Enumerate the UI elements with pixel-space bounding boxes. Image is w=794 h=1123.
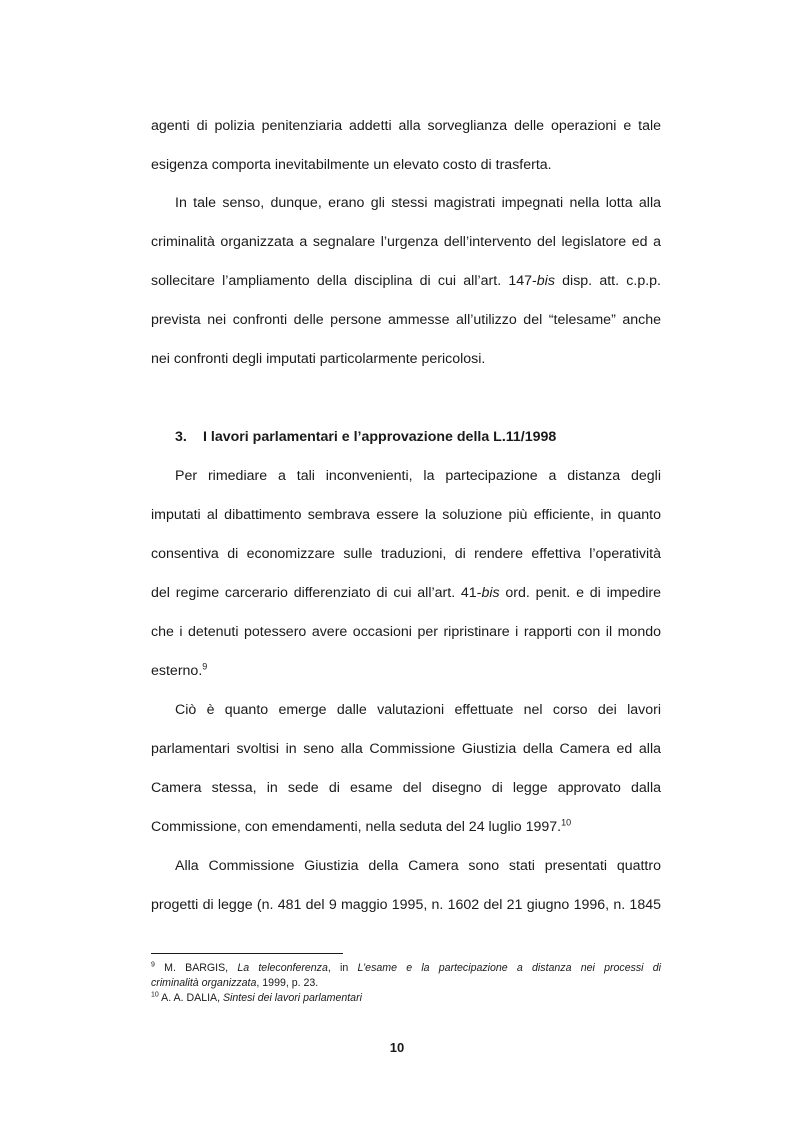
paragraph-4-line-2: parlamentari svoltisi in seno alla Commissione Giustizia della Camera ed alla xyxy=(151,741,661,757)
footnote-9-line-2: criminalità organizzata, 1999, p. 23. xyxy=(151,977,319,989)
footnote-ref-9[interactable]: 9 xyxy=(202,661,208,672)
paragraph-3-line-3: consentiva di economizzare sulle traduzioni, di rendere effettiva l’operatività xyxy=(151,546,661,562)
paragraph-2-line-5: nei confronti degli imputati particolarmente pericolosi. xyxy=(151,351,486,367)
paragraph-4-line-3: Camera stessa, in sede di esame del disegno di legge approvato dalla xyxy=(151,780,661,796)
paragraph-3-line-2: imputati al dibattimento sembrava essere la soluzione più efficiente, in quanto xyxy=(151,507,661,523)
paragraph-4-line-1: Ciò è quanto emerge dalle valutazioni effettuate nel corso dei lavori xyxy=(175,702,661,718)
footnote-ref-10[interactable]: 10 xyxy=(561,817,572,828)
section-heading xyxy=(175,427,661,447)
paragraph-3-line-1: Per rimediare a tali inconvenienti, la partecipazione a distanza degli xyxy=(175,468,661,484)
paragraph-3-line-6: esterno.$^9$ xyxy=(151,661,208,679)
paragraph-5-line-1: Alla Commissione Giustizia della Camera sono stati presentati quattro xyxy=(175,858,661,874)
paragraph-4-line-4: Commissione, con emendamenti, nella seduta del 24 luglio 1997.10 xyxy=(151,817,572,835)
paragraph-2-line-3: sollecitare l’ampliamento della disciplina di cui all’art. 147-bis disp. att. c.p.p. xyxy=(151,273,661,289)
paragraph-5-line-2: progetti di legge (n. 481 del 9 maggio 1995, n. 1602 del 21 giugno 1996, n. 1845 xyxy=(151,897,661,913)
footnote-10: $^{10}$ A. A. DALIA, Sintesi dei lavori parlamentari xyxy=(151,991,362,1004)
paragraph-3-line-5: che i detenuti potessero avere occasioni per ripristinare i rapporti con il mondo xyxy=(151,624,661,640)
paragraph-3-line-4: del regime carcerario differenziato di cui all’art. 41-bis ord. penit. e di impedire xyxy=(151,585,661,601)
page-number: 10 xyxy=(389,1040,405,1055)
paragraph-1-line-2: esigenza comporta inevitabilmente un elevato costo di trasferta. xyxy=(151,157,552,173)
footnote-9-line-1: $^9$ M. BARGIS, La teleconferenza, in L’esame e la partecipazione a distanza nei processi di xyxy=(151,961,662,974)
paragraph-2-line-1: In tale senso, dunque, erano gli stessi magistrati impegnati nella lotta alla xyxy=(175,195,661,211)
footnote-separator xyxy=(151,953,343,954)
paragraph-2-line-2: criminalità organizzata a segnalare l’urgenza dell’intervento del legislatore ed a xyxy=(151,234,661,250)
section-number: 3. xyxy=(175,429,187,445)
paragraph-1-line-1: agenti di polizia penitenziaria addetti alla sorveglianza delle operazioni e tale xyxy=(151,118,661,134)
paragraph-2-line-4: prevista nei confronti delle persone ammesse all’utilizzo del “telesame” anche xyxy=(151,312,661,328)
section-title: I lavori parlamentari e l’approvazione della L.11/1998 xyxy=(203,429,557,445)
